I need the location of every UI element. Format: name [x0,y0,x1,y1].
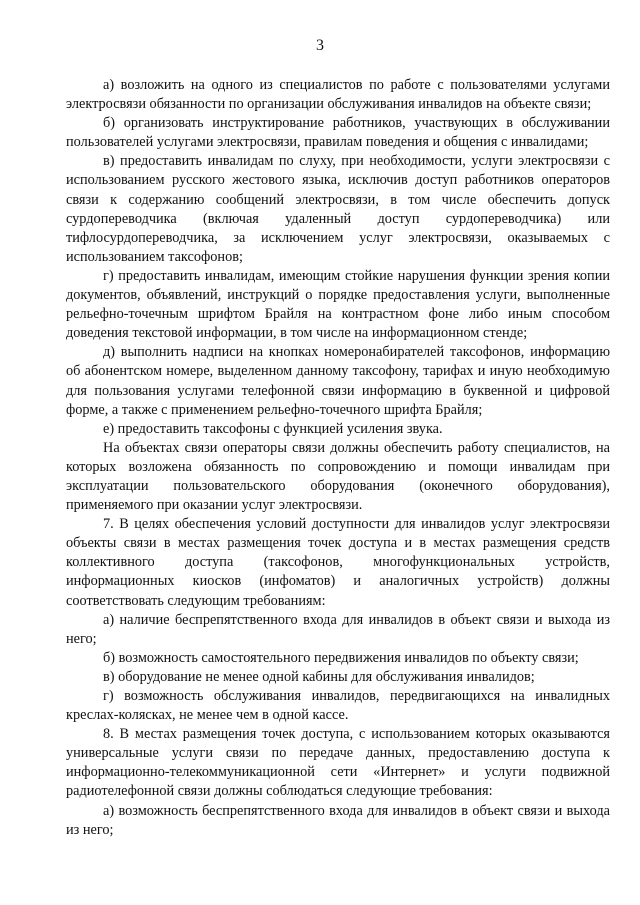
paragraph-7-requirements: 7. В целях обеспечения условий доступности для инвалидов услуг электросвязи объекты связи в местах размещения точек доступа и в местах размещения средств коллективного доступа (таксофонов, многофункциональных устройств, информационных киосков (инфоматов) и аналогичных устройств) должны соответствовать следующим требованиям: [66,516,610,609]
paragraph-8a-entrance: а) возможность беспрепятственного входа для инвалидов в объект связи и выхода из него; [66,802,610,838]
page-number: 3 [316,37,324,54]
paragraph-8-access-points: 8. В местах размещения точек доступа, с использованием которых оказываются универсальные услуги связи по передаче данных, предоставлению доступа к информационно-телекоммуникационной сети «Интернет» и услуги подвижной радиотелефонной связи должны соблюдаться следующие требования: [66,726,610,800]
paragraph-a-assign-specialist: а) возложить на одного из специалистов по работе с пользователями услугами электросвязи обязанности по организации обслуживания инвалидов на объекте связи; [66,77,610,113]
paragraph-support-specialists: На объектах связи операторы связи должны обеспечить работу специалистов, на которых возложена обязанность по сопровождению и помощи инвалидам при эксплуатации пользовательского оборудования (оконечного оборудования), применяемого при оказании услуг электросвязи. [66,439,610,514]
paragraph-e-sound-amplification: е) предоставить таксофоны с функцией усиления звука. [103,420,443,437]
paragraph-v-sign-language: в) предоставить инвалидам по слуху, при необходимости, услуги электросвязи с использованием русского жестового языка, исключив доступ работников операторов связи к содержанию сообщений электросвязи, в том числе обеспечить допуск сурдопереводчика (включая удаленный доступ сурдопереводчика) или тифлосурдопереводчика, за исключением услуг электросвязи, оказываемых с использованием таксофонов; [66,153,610,265]
paragraph-7a-entrance: а) наличие беспрепятственного входа для инвалидов в объект связи и выхода из него; [66,611,610,647]
paragraph-d-payphone-labels: д) выполнить надписи на кнопках номеронабирателей таксофонов, информацию об абонентском номере, выделенном данному таксофону, тарифах и иную необходимую для пользования услугами телефонной связи информацию в буквенной и цифровой форме, а также с применением рельефно-точечного шрифта Брайля; [66,344,610,418]
paragraph-b-staff-instruction: б) организовать инструктирование работников, участвующих в обслуживании пользователей услугами электросвязи, правилам поведения и общения с инвалидами; [66,115,610,151]
paragraph-7g-cashier: г) возможность обслуживания инвалидов, передвигающихся на инвалидных креслах-колясках, не менее чем в одной кассе. [66,688,610,724]
paragraph-7v-booth: в) оборудование не менее одной кабины для обслуживания инвалидов; [103,668,535,685]
paragraph-g-braille-documents: г) предоставить инвалидам, имеющим стойкие нарушения функции зрения копии документов, объявлений, инструкций о порядке предоставления услуги, выполненные рельефно-точечным шрифтом Брайля на контрастном фоне либо иным способом доведения текстовой информации, в том числе на информационном стенде; [66,267,610,342]
paragraph-7b-movement: б) возможность самостоятельного передвижения инвалидов по объекту связи; [103,649,579,666]
document-body [66,76,610,840]
